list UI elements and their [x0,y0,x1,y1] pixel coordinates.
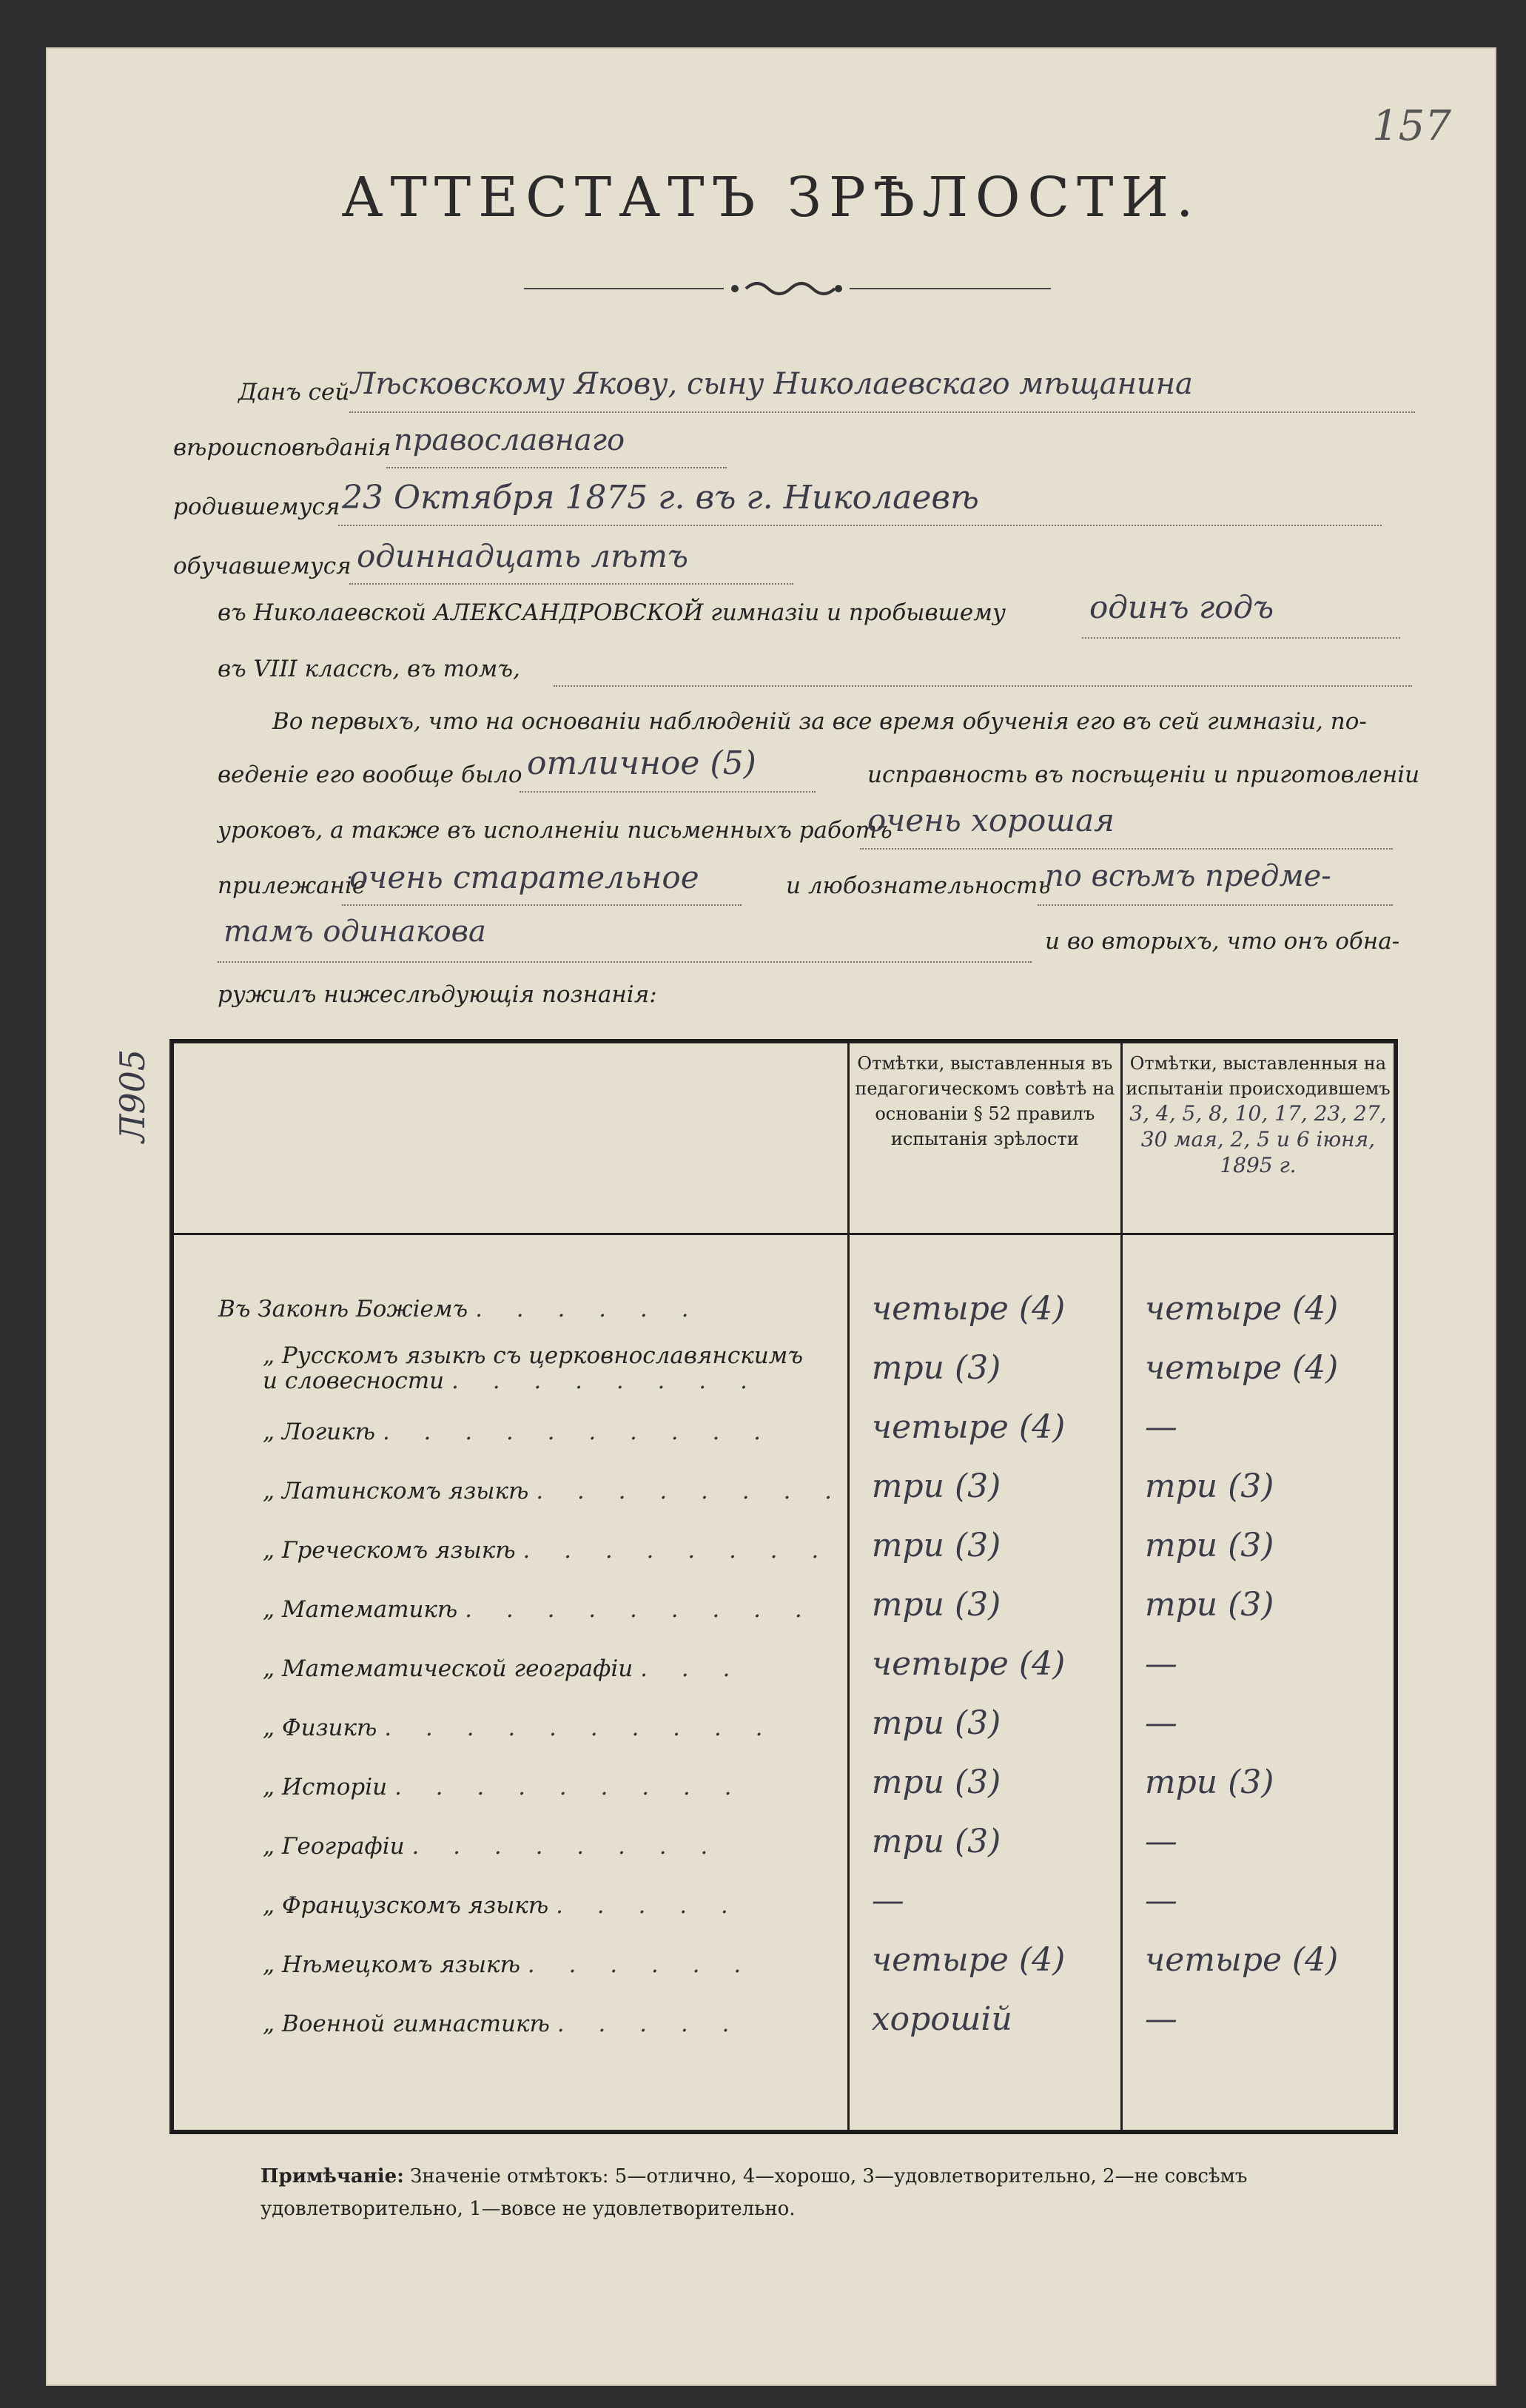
curiosity-label: и любознательность [786,872,1051,899]
archive-page-number: 157 [1372,102,1451,150]
exam-header-cell [1121,1041,1396,1234]
stayed-value: одинъ годъ [1089,589,1274,625]
subject-name-cont: и словесности [263,1367,445,1394]
subject-name: Въ Законѣ Божіемъ [218,1295,468,1322]
grades-table [169,1039,1398,2134]
council-grade: четыре (4) [871,1289,1066,1328]
note-text: Значеніе отмѣтокъ: 5—отлично, 4—хорошо, 3—удовлетворительно, 2—не совсѣмъ удовлетворительно, 1—вовсе не удовлетворительно. [261,2165,1248,2220]
leader-dots: . . . . . . . . . . [382,1418,775,1445]
leader-dots: . . . . . [556,1891,742,1919]
council-grade: четыре (4) [871,1408,1066,1446]
table-header-row [172,1041,1396,1234]
subject-row [174,1279,847,1339]
subject-name: „ Латинскомъ языкѣ [263,1477,529,1504]
subject-name: „ Математикѣ [263,1595,458,1623]
exam-grade: три (3) [1144,1526,1274,1564]
leader-dots: . . . . . . . . [522,1536,833,1564]
exam-grade: — [1144,1881,1177,1920]
subject-row [174,1994,847,2054]
zeal-label: прилежаніе [218,872,366,899]
exam-dates: 3, 4, 5, 8, 10, 17, 23, 27, 30 мая, 2, 5 и 6 іюня, 1895 г. [1129,1101,1387,1177]
conduct-label: веденіе его вообще было [218,761,522,788]
exam-grade: — [1144,2000,1177,2038]
fill-line [554,684,1412,687]
decorative-ornament [524,278,1051,300]
class-text: въ VIII классѣ, въ томъ, [218,656,520,682]
fill-line [520,790,816,793]
exam-grade: четыре (4) [1144,1348,1339,1387]
exam-grade: — [1144,1644,1177,1683]
leader-dots: . . . . . . . . . [465,1595,816,1623]
secondly-text: и во вторыхъ, что онъ обна- [1045,928,1400,955]
leader-dots: . . . . . . [527,1951,755,1978]
document-title: АТТЕСТАТЪ ЗРѢЛОСТИ. [341,166,1201,229]
table-body-row [172,1234,1396,2132]
curiosity-value-part1: по всѣмъ предме- [1045,859,1331,893]
subject-name: „ Исторіи [263,1773,388,1800]
subject-row [174,1639,847,1698]
zeal-value: очень старательное [349,859,699,895]
council-grade: хорошій [871,2000,1012,2038]
exam-column-header-printed: Отмѣтки, выставленныя на испытаніи происходившемъ [1126,1053,1391,1099]
subject-row [174,1817,847,1876]
council-grade: четыре (4) [871,1940,1066,1979]
leader-dots: . . . . . . . . [536,1477,846,1504]
council-grade: три (3) [871,1822,1001,1860]
subject-name: „ Французскомъ языкѣ [263,1891,549,1919]
religion-label: вѣроисповѣданія [173,434,391,461]
knowledge-text: ружилъ нижеслѣдующія познанія: [218,981,657,1008]
exam-grade: три (3) [1144,1763,1274,1801]
exam-grade: — [1144,1822,1177,1860]
exam-grade: три (3) [1144,1467,1274,1505]
religion-value: православнаго [394,423,625,457]
fill-line [349,582,793,585]
fill-line [218,960,1032,963]
exam-grade: четыре (4) [1144,1940,1339,1979]
subject-row [174,1402,847,1462]
fill-line [342,903,742,906]
exam-grade: — [1144,1408,1177,1446]
subject-name: „ Физикѣ [263,1714,377,1741]
council-grade: три (3) [871,1467,1001,1505]
fill-line [386,465,727,468]
subject-header-cell [172,1041,848,1234]
subject-row [174,1462,847,1521]
subject-name: „ Логикѣ [263,1418,375,1445]
written-works-value: очень хорошая [867,802,1115,838]
conduct-value: отличное (5) [527,744,756,782]
council-grade: три (3) [871,1763,1001,1801]
exam-grade: три (3) [1144,1585,1274,1624]
leader-dots: . . . . . . [475,1295,702,1322]
subject-row [174,1521,847,1580]
fill-line [1082,636,1400,639]
fill-line [860,847,1393,850]
birth-value: 23 Октября 1875 г. въ г. Николаевѣ [342,479,979,517]
school-text: въ Николаевской АЛЕКСАНДРОВСКОЙ гимназіи и пробывшему [218,599,1006,626]
subjects-column [172,1234,848,2132]
subject-name: „ Русскомъ языкѣ съ церковнославянскимъ [263,1342,804,1369]
leader-dots: . . . . . [557,2010,743,2037]
subject-name: „ Географіи [263,1832,405,1860]
council-header-cell [848,1041,1121,1234]
fill-line [349,410,1415,413]
studied-value: одиннадцать лѣтъ [357,538,688,574]
leader-dots: . . . . . . . . [411,1832,722,1860]
leader-dots: . . . . . . . . . [394,1773,745,1800]
council-grade: четыре (4) [871,1644,1066,1683]
fill-line [1038,903,1393,906]
subject-row [174,1698,847,1758]
leader-dots: . . . . . . . . [451,1367,761,1394]
certificate-page [46,47,1496,2386]
fill-line [338,523,1382,526]
leader-dots: . . . . . . . . . . [384,1714,776,1741]
curiosity-value-part2: тамъ одинакова [223,915,486,949]
council-grade: три (3) [871,1348,1001,1387]
note-label: Примѣчаніе: [261,2165,404,2187]
margin-note: Л905 [112,1049,152,1143]
born-label: родившемуся [173,494,340,520]
council-grades-column [848,1234,1121,2132]
subject-row [174,1935,847,1994]
student-name: Лѣсковскому Якову, сыну Николаевскаго мѣщанина [351,367,1193,401]
subject-name: „ Нѣмецкомъ языкѣ [263,1951,520,1978]
subject-row [174,1339,847,1402]
subject-name: „ Математической географіи [263,1655,633,1682]
council-column-header: Отмѣтки, выставленныя въ педагогическомъ совѣтѣ на основаніи § 52 правилъ испытанія зрѣлости [855,1053,1115,1149]
exam-grades-column [1121,1234,1396,2132]
subject-name: „ Греческомъ языкѣ [263,1536,516,1564]
leader-dots: . . . [640,1655,744,1682]
issued-to-label: Данъ сей [238,379,350,406]
subject-row [174,1580,847,1639]
exam-column-header [1123,1043,1394,1179]
council-grade: три (3) [871,1704,1001,1742]
exam-grade: — [1144,1704,1177,1742]
subject-row [174,1876,847,1935]
firstly-text: Во первыхъ, что на основаніи наблюденій за все время обученія его въ сей гимназіи, по- [272,708,1367,735]
diligence-label: исправность въ посѣщеніи и приготовленіи [867,761,1420,788]
studied-label: обучавшемуся [173,553,352,579]
council-grade: три (3) [871,1585,1001,1624]
council-grade: три (3) [871,1526,1001,1564]
exam-grade: четыре (4) [1144,1289,1339,1328]
lessons-label: уроковъ, а также въ исполненіи письменныхъ работъ [218,817,893,844]
subject-row [174,1758,847,1817]
grading-note [261,2160,1415,2225]
subject-name: „ Военной гимнастикѣ [263,2010,550,2037]
council-grade: — [871,1881,904,1920]
